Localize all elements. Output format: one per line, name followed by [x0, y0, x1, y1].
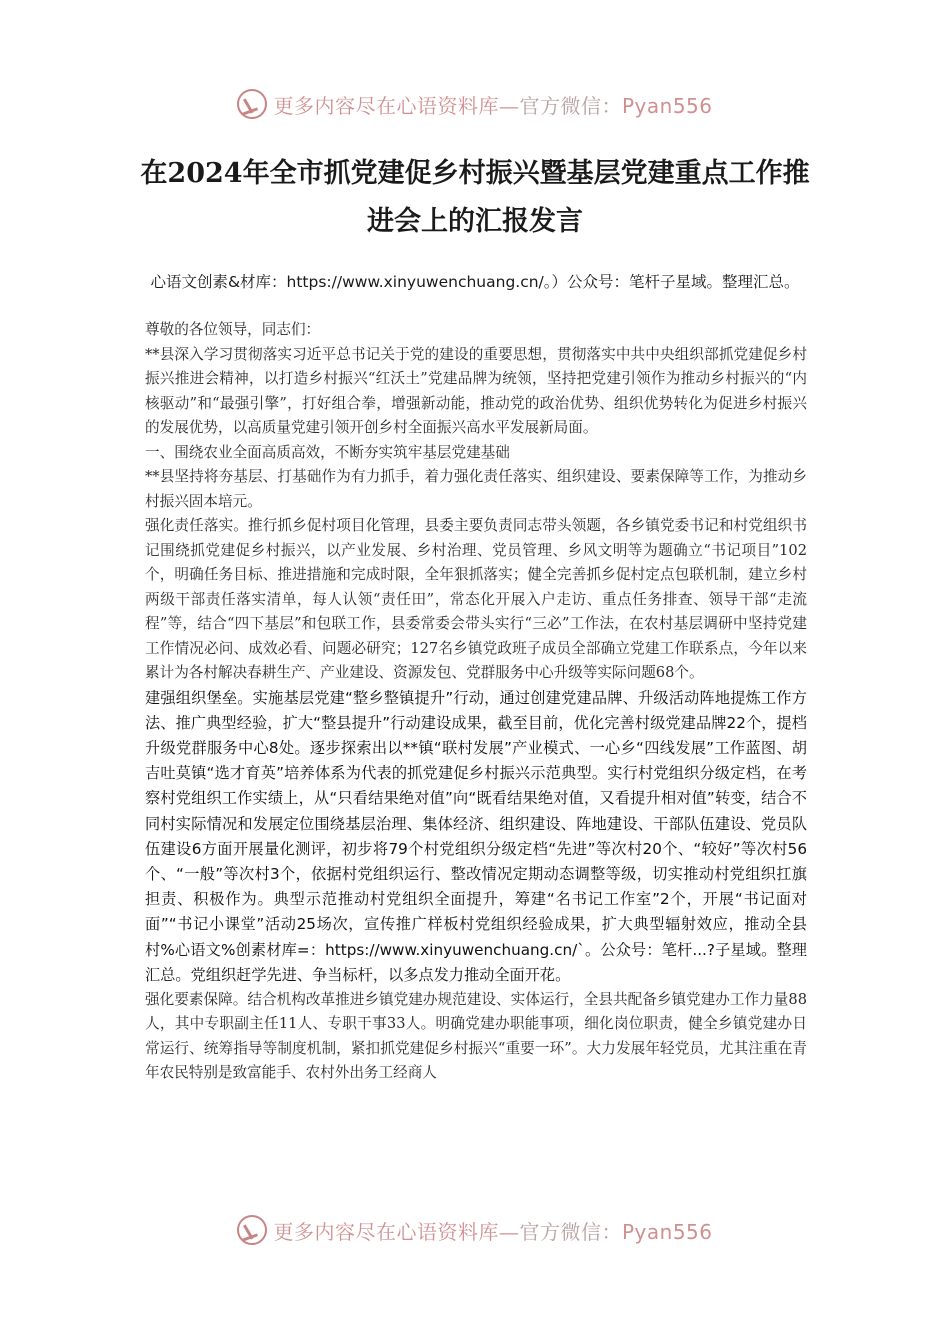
paragraph: 强化要素保障。结合机构改革推进乡镇党建办规范建设、实体运行，全县共配备乡镇党建办工作力量88人，其中专职副主任11人、专职干事33人。明确党建办职能事项，细化岗位职责，健全乡镇党建办日常运行、统筹指导等制度机制，紧扣抓党建促乡村振兴“重要一环”。大力发展年轻党员，尤其注重在青年农民特别是致富能手、农村外出务工经商人: [145, 990, 807, 1082]
pen-logo-icon: [237, 1215, 267, 1245]
document-title: 在2024年全市抓党建促乡村振兴暨基层党建重点工作推进会上的汇报发言: [140, 158, 810, 237]
source-line: 心语文创素&材库：https://www.xinyuwenchuang.cn/。）公众号：笔杆子星域。整理汇总。: [150, 273, 800, 291]
section-heading: 一、围绕农业全面高质高效，不断夯实筑牢基层党建基础: [145, 443, 510, 461]
paragraph: **县深入学习贯彻落实习近平总书记关于党的建设的重要思想，贯彻落实中共中央组织部抓党建促乡村振兴推进会精神，以打造乡村振兴“红沃土”党建品牌为统领，坚持把党建引领作为推动乡村振兴的“内核驱动”和“最强引擎”，打好组合拳，增强新动能，推动党的政治优势、组织优势转化为促进乡村振兴的发展优势，以高质量党建引领开创乡村全面振兴高水平发展新局面。: [145, 345, 807, 436]
banner-text: 更多内容尽在心语资料库—官方微信：Pyan556: [273, 1219, 713, 1244]
watermark-banner-top: [0, 84, 950, 124]
salutation: 尊敬的各位领导，同志们：: [145, 321, 321, 338]
watermark-banner-bottom: [0, 1210, 950, 1250]
banner-text: 更多内容尽在心语资料库—官方微信：Pyan556: [273, 93, 713, 118]
document-body: [145, 318, 807, 1086]
paragraph: 建强组织堡垒。实施基层党建“整乡整镇提升”行动，通过创建党建品牌、升级活动阵地提炼工作方法、推广典型经验，扩大“整县提升”行动建设成果，截至目前，优化完善村级党建品牌22个，提档升级党群服务中心8处。逐步探索出以**镇“联村发展”产业模式、一心乡“四线发展”工作蓝图、胡吉吐莫镇“选才育英”培养体系为代表的抓党建促乡村振兴示范典型。实行村党组织分级定档，在考察村党组织工作实绩上，从“只看结果绝对值”向“既看结果绝对值，又看提升相对值”转变，结合不同村实际情况和发展定位围绕基层治理、集体经济、组织建设、阵地建设、干部队伍建设、党员队伍建设6方面开展量化测评，初步将79个村党组织分级定档“先进”等次村20个、“较好”等次村56个、“一般”等次村3个，依据村党组织运行、整改情况定期动态调整等级，切实推动村党组织扛旗担责、积极作为。典型示范推动村党组织全面提升，筹建“名书记工作室”2个，开展“书记面对面”“书记小课堂”活动25场次，宣传推广样板村党组织经验成果，扩大典型辐射效应，推动全县村%心语文%创素材库=：https://www.xinyuwenchuang.cn/`。公众号：笔杆...?子星域。整理汇总。党组织赶学先进、争当标杆，以多点发力推动全面开花。: [145, 688, 807, 984]
pen-logo-icon: [237, 89, 267, 119]
paragraph: 强化责任落实。推行抓乡促村项目化管理，县委主要负责同志带头领题，各乡镇党委书记和村党组织书记围绕抓党建促乡村振兴，以产业发展、乡村治理、党员管理、乡风文明等为题确立“书记项目”102个，明确任务目标、推进措施和完成时限，全年狠抓落实；健全完善抓乡促村定点包联机制，建立乡村两级干部责任落实清单，每人认领“责任田”，常态化开展入户走访、重点任务排查、领导干部“走流程”等，结合“四下基层”和包联工作，县委常委会带头实行“三必”工作法，在农村基层调研中坚持党建工作情况必问、成效必看、问题必研究；127名乡镇党政班子成员全部确立党建工作联系点，今年以来累计为各村解决春耕生产、产业建设、资源发包、党群服务中心升级等实际问题68个。: [145, 517, 807, 681]
paragraph: **县坚持将夯基层、打基础作为有力抓手，着力强化责任落实、组织建设、要素保障等工作，为推动乡村振兴固本培元。: [145, 468, 807, 510]
